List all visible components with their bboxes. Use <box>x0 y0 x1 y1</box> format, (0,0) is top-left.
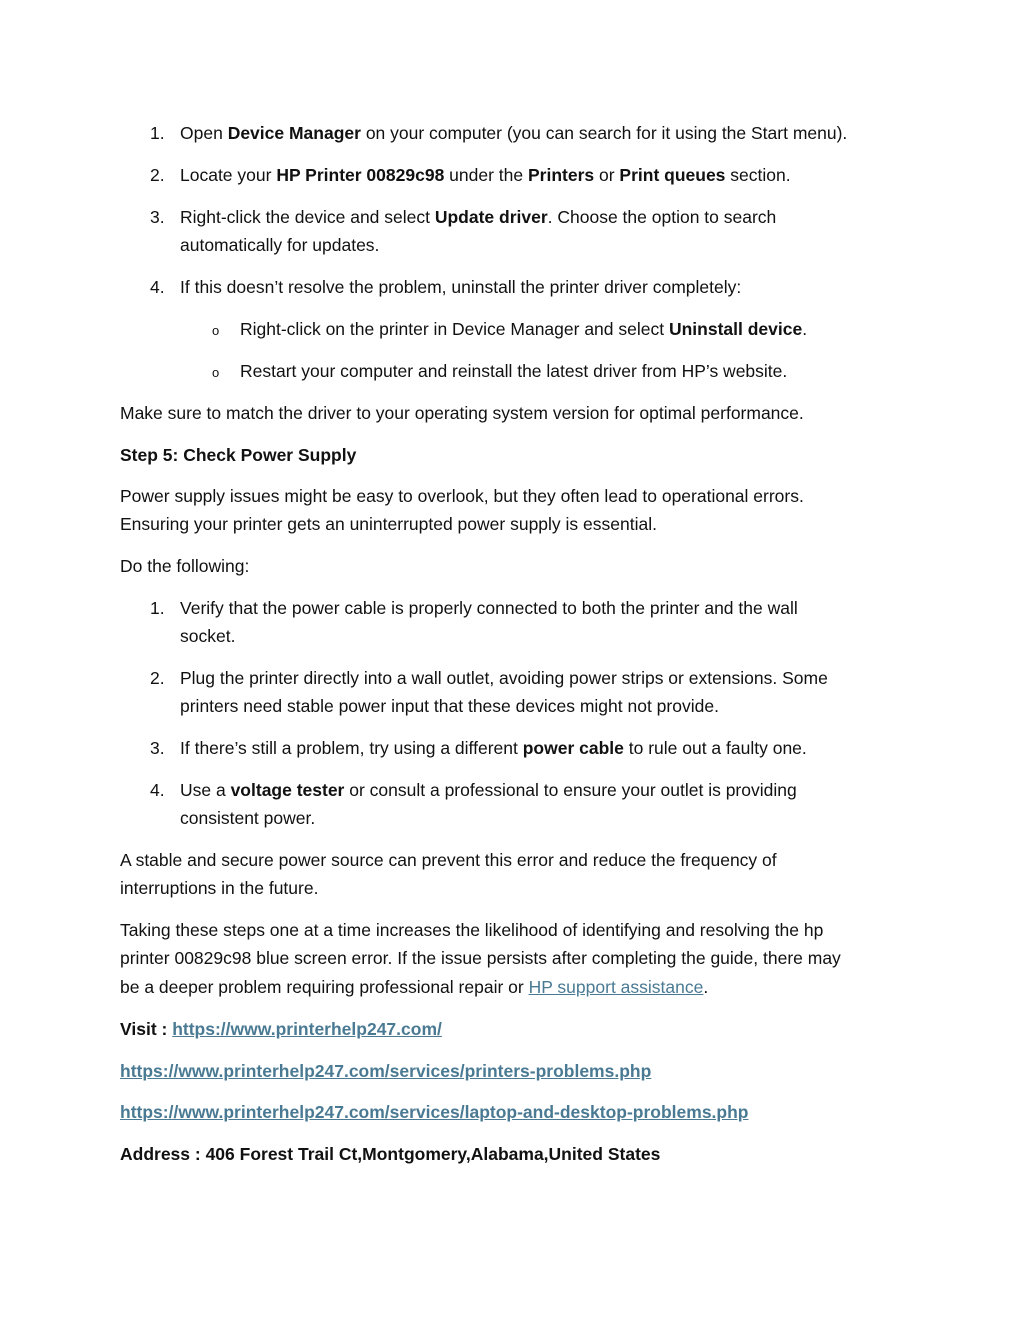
list-item <box>180 776 797 804</box>
paragraph: interruptions in the future. <box>120 878 319 898</box>
paragraph: Ensuring your printer gets an uninterrupted power supply is essential. <box>120 514 657 534</box>
list-item <box>180 161 791 189</box>
bold-text: voltage tester <box>230 780 345 800</box>
visit-line <box>120 1015 442 1043</box>
bullet-marker: o <box>212 323 220 338</box>
bold-text: power cable <box>522 738 624 758</box>
list-number: 2. <box>150 668 165 688</box>
list-item <box>180 734 807 762</box>
address: Address : 406 Forest Trail Ct,Montgomery,Alabama,United States <box>120 1144 661 1164</box>
list-number: 4. <box>150 277 165 297</box>
text: under the <box>444 165 528 185</box>
list-number: 2. <box>150 165 165 185</box>
list-number: 3. <box>150 207 165 227</box>
bullet-marker: o <box>212 365 220 380</box>
list-item-continuation: printers need stable power input that these devices might not provide. <box>180 696 719 716</box>
paragraph: A stable and secure power source can prevent this error and reduce the frequency of <box>120 850 777 870</box>
text: . <box>703 977 709 997</box>
paragraph: Taking these steps one at a time increases the likelihood of identifying and resolving the hp <box>120 920 824 940</box>
laptop-desktop-problems-link[interactable]: https://www.printerhelp247.com/services/laptop-and-desktop-problems.php <box>120 1102 749 1122</box>
text: on your computer (you can search for it using the Start menu). <box>360 123 848 143</box>
list-number: 3. <box>150 738 165 758</box>
bold-text: Update driver <box>434 207 548 227</box>
bold-text: Printers <box>527 165 595 185</box>
list-item-continuation: consistent power. <box>180 808 316 828</box>
paragraph: Do the following: <box>120 556 250 576</box>
list-item: If this doesn’t resolve the problem, uninstall the printer driver completely: <box>180 277 742 297</box>
list-number: 4. <box>150 780 165 800</box>
text: be a deeper problem requiring professional repair or <box>120 977 529 997</box>
bold-text: Print queues <box>619 165 726 185</box>
text: Right-click the device and select <box>180 207 435 227</box>
text: Open <box>180 123 228 143</box>
paragraph: Make sure to match the driver to your operating system version for optimal performance. <box>120 403 804 423</box>
bold-text: HP Printer 00829c98 <box>276 165 445 185</box>
bold-text: Device Manager <box>227 123 361 143</box>
list-number: 1. <box>150 598 165 618</box>
website-link[interactable]: https://www.printerhelp247.com/ <box>172 1019 442 1039</box>
list-item-continuation: automatically for updates. <box>180 235 380 255</box>
text: If there’s still a problem, try using a different <box>180 738 523 758</box>
text: Right-click on the printer in Device Manager and select <box>240 319 669 339</box>
paragraph: Power supply issues might be easy to overlook, but they often lead to operational errors. <box>120 486 804 506</box>
text: to rule out a faulty one. <box>623 738 807 758</box>
list-item: Verify that the power cable is properly connected to both the printer and the wall <box>180 598 798 618</box>
text: or <box>594 165 620 185</box>
list-item: Plug the printer directly into a wall outlet, avoiding power strips or extensions. Some <box>180 668 828 688</box>
paragraph <box>120 973 708 1001</box>
list-number: 1. <box>150 123 165 143</box>
printers-problems-link[interactable]: https://www.printerhelp247.com/services/printers-problems.php <box>120 1061 652 1081</box>
sublist-item <box>240 315 807 343</box>
section-heading: Step 5: Check Power Supply <box>120 445 357 465</box>
link-line <box>120 1098 748 1126</box>
text: section. <box>725 165 791 185</box>
text: . <box>802 319 808 339</box>
text: Use a <box>180 780 231 800</box>
paragraph: printer 00829c98 blue screen error. If the issue persists after completing the guide, there may <box>120 948 841 968</box>
text: or consult a professional to ensure your outlet is providing <box>344 780 797 800</box>
bold-text: Uninstall device <box>668 319 803 339</box>
text: . Choose the option to search <box>547 207 777 227</box>
sublist-item: Restart your computer and reinstall the latest driver from HP’s website. <box>240 361 788 381</box>
list-item-continuation: socket. <box>180 626 236 646</box>
text: Locate your <box>180 165 277 185</box>
list-item <box>180 203 776 231</box>
list-item <box>180 119 847 147</box>
hp-support-link[interactable]: HP support assistance <box>528 977 704 997</box>
visit-label: Visit : <box>120 1019 173 1039</box>
link-line <box>120 1057 651 1085</box>
